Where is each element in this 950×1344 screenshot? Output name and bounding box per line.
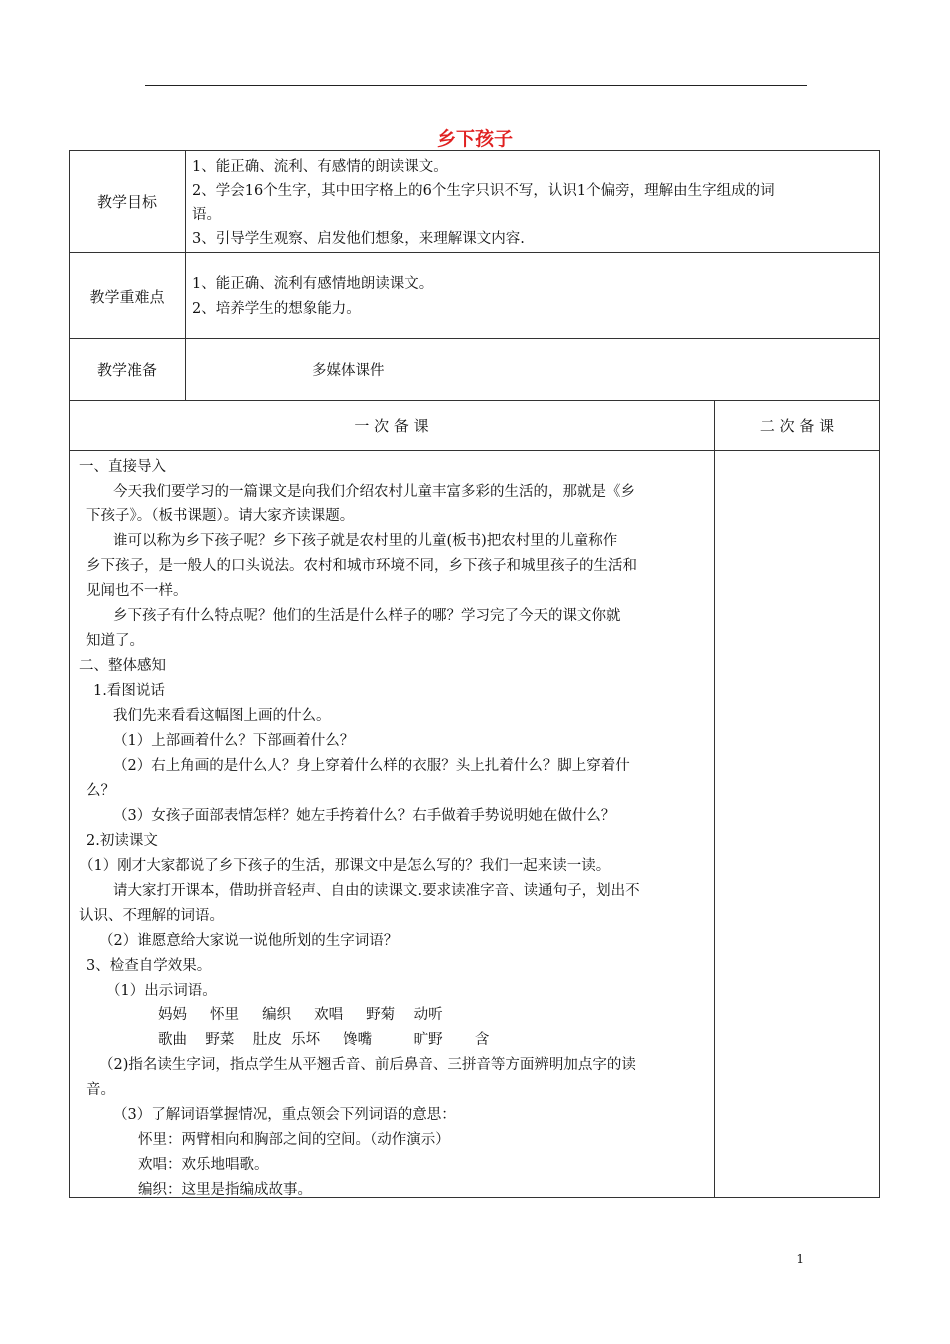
body-line: 认识、不理解的词语。 — [79, 908, 224, 924]
section-heading: 一、直接导入 — [79, 459, 166, 475]
vocabulary-line: 歌曲 野菜 肚皮 乐坏 馋嘴 旷野 含 — [158, 1032, 490, 1048]
body-line: （3）女孩子面部表情怎样？她左手挎着什么？右手做着手势说明她在做什么？ — [113, 808, 616, 824]
body-line: 谁可以称为乡下孩子呢？乡下孩子就是农村里的儿童(板书)把农村里的儿童称作 — [113, 533, 618, 549]
row-divider — [69, 400, 880, 401]
keypoint-line: 2、培养学生的想象能力。 — [192, 301, 361, 317]
vocabulary-line: 妈妈 怀里 编织 欢唱 野菊 动听 — [158, 1007, 443, 1023]
body-line: 今天我们要学习的一篇课文是向我们介绍农村儿童丰富多彩的生活的，那就是《乡 — [113, 484, 635, 500]
body-line: 1.看图说话 — [93, 683, 165, 699]
body-line: 乡下孩子有什么特点呢？他们的生活是什么样子的哪？学习完了今天的课文你就 — [113, 608, 621, 624]
column-divider — [185, 150, 186, 400]
first-prep-header: 一 次 备 课 — [354, 417, 429, 435]
page-number: 1 — [796, 1252, 804, 1266]
column-divider — [714, 400, 715, 1198]
row-divider — [69, 252, 880, 253]
section-heading: 二、整体感知 — [79, 658, 166, 674]
keypoints-label: 教学重难点 — [89, 288, 165, 306]
body-line: （2）右上角画的是什么人？身上穿着什么样的衣服？头上扎着什么？脚上穿着什 — [113, 758, 630, 774]
body-line: （2）谁愿意给大家说一说他所划的生字词语？ — [99, 933, 399, 949]
body-line: （1）上部画着什么？下部画着什么？ — [113, 733, 355, 749]
body-line: （3）了解词语掌握情况，重点领会下列词语的意思： — [113, 1107, 456, 1123]
body-line: 知道了。 — [86, 633, 144, 649]
row-divider — [69, 450, 880, 451]
objectives-label: 教学目标 — [96, 193, 157, 211]
body-line: 见闻也不一样。 — [86, 583, 188, 599]
objective-line: 1、能正确、流利、有感情的朗读课文。 — [192, 159, 448, 175]
body-line: （2)指名读生字词，指点学生从平翘舌音、前后鼻音、三拼音等方面辨明加点字的读 — [99, 1057, 636, 1073]
second-prep-header: 二 次 备 课 — [759, 417, 835, 435]
objective-line: 语。 — [192, 207, 221, 223]
body-line: （1）刚才大家都说了乡下孩子的生活，那课文中是怎么写的？我们一起来读一读。 — [79, 858, 611, 874]
body-line: 3、检查自学效果。 — [86, 958, 212, 974]
body-line: （1）出示词语。 — [106, 983, 217, 999]
body-line: 2.初读课文 — [86, 833, 158, 849]
body-line: 么？ — [86, 783, 115, 799]
definition-line: 怀里：两臂相向和胸部之间的空间。（动作演示） — [138, 1132, 450, 1148]
prep-value: 多媒体课件 — [312, 363, 385, 379]
body-line: 乡下孩子，是一般人的口头说法。农村和城市环境不同，乡下孩子和城里孩子的生活和 — [86, 558, 637, 574]
body-line: 我们先来看看这幅图上画的什么。 — [113, 708, 331, 724]
objective-line: 3、引导学生观察、启发他们想象，来理解课文内容. — [192, 231, 525, 247]
keypoint-line: 1、能正确、流利有感情地朗读课文。 — [192, 276, 434, 292]
objective-line: 2、学会16个生字，其中田字格上的6个生字只识不写，认识1个偏旁，理解由生字组成的词 — [192, 183, 775, 199]
row-divider — [69, 338, 880, 339]
header-rule — [145, 85, 807, 86]
definition-line: 欢唱：欢乐地唱歌。 — [138, 1157, 269, 1173]
body-line: 下孩子》。（板书课题）。请大家齐读课题。 — [86, 508, 355, 524]
body-line: 请大家打开课本，借助拼音轻声、自由的读课文.要求读准字音、读通句子，划出不 — [113, 883, 640, 899]
page-title: 乡下孩子 — [436, 128, 513, 150]
definition-line: 编织：这里是指编成故事。 — [138, 1182, 312, 1198]
prep-label: 教学准备 — [96, 361, 157, 379]
body-line: 音。 — [86, 1082, 115, 1098]
